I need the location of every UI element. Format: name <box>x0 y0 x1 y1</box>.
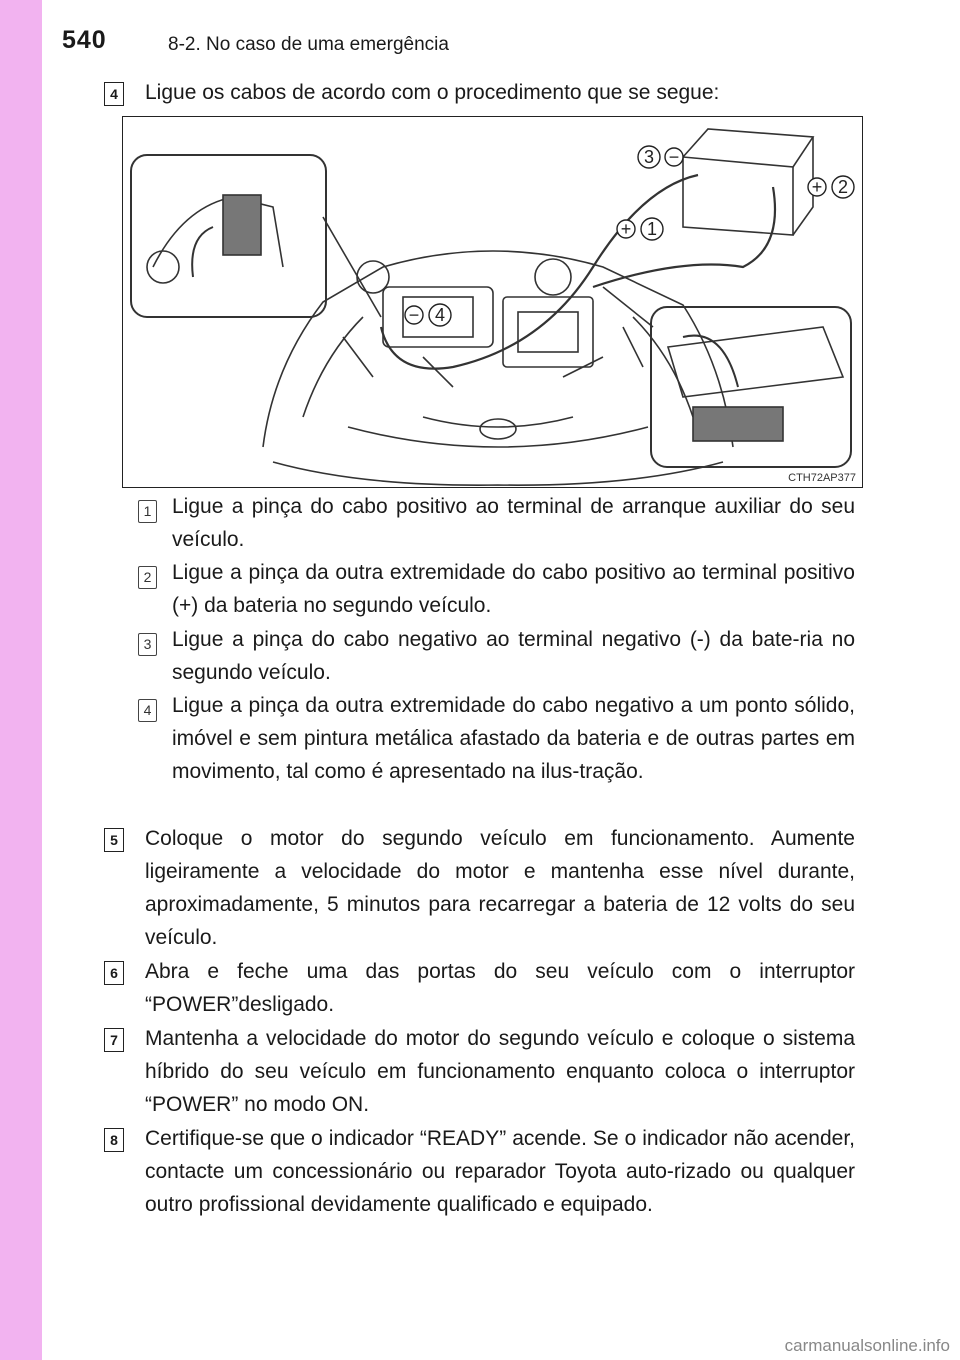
chapter-tab-strip <box>0 0 42 1360</box>
callout-3: 3 <box>643 147 655 167</box>
substep-4-text: Ligue a pinça da outra extremidade do cabo negativo a um ponto sólido, imóvel e sem pintura metálica afastado da bateria e de outras partes em movimento, tal como é apresentado na ilus-tração. <box>172 694 855 783</box>
step-number-4: 4 <box>104 82 124 106</box>
step-number-8: 8 <box>104 1128 124 1152</box>
substep-2-text: Ligue a pinça da outra extremidade do cabo positivo ao terminal positivo (+) da bateria no segundo veículo. <box>172 561 855 617</box>
substep-1-text: Ligue a pinça do cabo positivo ao terminal de arranque auxiliar do seu veículo. <box>172 495 855 551</box>
step-6-text: Abra e feche uma das portas do seu veículo com o interruptor “POWER”desligado. <box>145 960 855 1016</box>
callout-4: 4 <box>434 305 446 325</box>
figure-code: CTH72AP377 <box>788 472 856 484</box>
step-8-text: Certifique-se que o indicador “READY” acende. Se o indicador não acender, contacte um concessionário ou reparador Toyota auto-rizado ou qualquer outro profissional devidamente qualificado e equipado. <box>145 1127 855 1216</box>
callout-1: 1 <box>646 219 658 239</box>
watermark: carmanualsonline.info <box>784 1336 950 1355</box>
step-7-text: Mantenha a velocidade do motor do segundo veículo e coloque o sistema híbrido do seu veículo em funcionamento enquanto coloca o interruptor “POWER” no modo ON. <box>145 1027 855 1116</box>
step-number-5: 5 <box>104 828 124 852</box>
substep-number-1: 1 <box>138 500 157 523</box>
page-number: 540 <box>62 26 107 54</box>
substep-number-2: 2 <box>138 566 157 589</box>
callout-2: 2 <box>837 177 849 197</box>
jump-start-illustration <box>122 116 863 488</box>
callout-4-sign: − <box>408 305 420 325</box>
step-4-text: Ligue os cabos de acordo com o procedimento que se segue: <box>145 81 720 104</box>
substep-3-text: Ligue a pinça do cabo negativo ao terminal negativo (-) da bate-ria no segundo veículo. <box>172 628 855 684</box>
callout-1-sign: + <box>620 219 632 239</box>
callout-3-sign: − <box>668 147 680 167</box>
step-5-text: Coloque o motor do segundo veículo em funcionamento. Aumente ligeiramente a velocidade do motor e mantenha esse nível durante, aproximadamente, 5 minutos para recarregar a bateria de 12 volts do seu veículo. <box>145 827 855 949</box>
step-number-7: 7 <box>104 1028 124 1052</box>
illustration-drawing <box>123 117 862 487</box>
section-title: 8-2. No caso de uma emergência <box>168 34 449 55</box>
step-number-6: 6 <box>104 961 124 985</box>
substep-number-3: 3 <box>138 633 157 656</box>
callout-2-sign: + <box>811 177 823 197</box>
substep-number-4: 4 <box>138 699 157 722</box>
